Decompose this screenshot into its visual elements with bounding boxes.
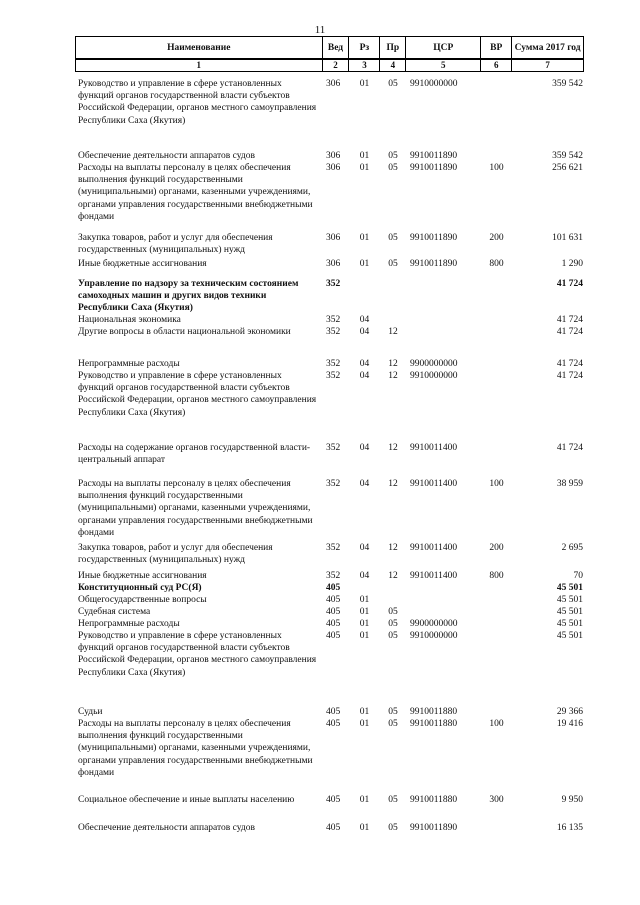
row-ved: 405 xyxy=(326,719,341,729)
table-row xyxy=(75,542,584,566)
table-row xyxy=(75,822,584,834)
row-vr xyxy=(481,78,512,127)
row-rz: 04 xyxy=(359,327,370,337)
row-ved: 352 xyxy=(326,543,341,553)
table-row xyxy=(75,258,584,270)
row-ved: 405 xyxy=(326,619,341,629)
row-csr xyxy=(406,606,481,618)
budget-table xyxy=(75,36,584,833)
row-sum: 41 724 xyxy=(556,327,583,337)
table-row xyxy=(75,162,584,223)
header-rz: Рз xyxy=(349,37,380,59)
row-rz: 01 xyxy=(359,233,370,243)
row-sum: 359 542 xyxy=(552,151,583,161)
row-csr: 9910011400 xyxy=(410,443,458,453)
row-rz: 04 xyxy=(359,443,370,453)
row-rz: 01 xyxy=(359,607,370,617)
row-vr xyxy=(481,442,512,466)
row-pr: 05 xyxy=(388,151,398,161)
header-vr: ВР xyxy=(481,37,512,59)
row-pr: 05 xyxy=(388,79,398,89)
row-pr: 05 xyxy=(388,163,398,173)
row-vr xyxy=(481,630,512,679)
table-row xyxy=(75,232,584,256)
row-rz: 04 xyxy=(359,543,370,553)
row-ved: 306 xyxy=(326,79,341,89)
row-csr xyxy=(406,326,481,338)
row-csr: 9910011890 xyxy=(410,259,458,269)
table-row xyxy=(75,630,584,679)
row-csr: 9910011400 xyxy=(410,479,458,489)
row-sum: 359 542 xyxy=(552,79,583,89)
col-number: 2 xyxy=(323,60,350,72)
row-name: Судьи xyxy=(78,707,103,717)
row-csr: 9910011890 xyxy=(410,823,458,833)
row-rz: 01 xyxy=(359,595,370,605)
row-name: Расходы на выплаты персоналу в целях обеспечения выполнения функций государственными (муниципальными) органами, казенными учреждениями, органами управления государственными внебюджетными фондами xyxy=(78,479,313,538)
row-vr: 800 xyxy=(489,259,504,269)
row-vr xyxy=(481,706,512,718)
row-name: Обеспечение деятельности аппаратов судов xyxy=(78,151,255,161)
row-pr: 12 xyxy=(388,443,398,453)
row-rz: 04 xyxy=(359,371,370,381)
header-pr: Пр xyxy=(380,37,406,59)
row-sum: 41 724 xyxy=(556,359,583,369)
row-name: Конституционный суд РС(Я) xyxy=(78,583,202,593)
row-ved: 352 xyxy=(326,279,341,289)
row-sum: 16 135 xyxy=(556,823,583,833)
row-pr: 12 xyxy=(388,543,398,553)
row-sum: 1 290 xyxy=(561,259,583,269)
row-pr: 05 xyxy=(388,823,398,833)
row-vr xyxy=(481,582,512,594)
row-name: Иные бюджетные ассигнования xyxy=(78,259,207,269)
table-row xyxy=(75,78,584,127)
row-csr xyxy=(406,582,481,594)
row-sum: 38 959 xyxy=(556,479,583,489)
header-sum: Сумма 2017 год xyxy=(512,37,584,59)
row-vr xyxy=(481,606,512,618)
table-row xyxy=(75,618,584,630)
row-csr xyxy=(406,314,481,326)
row-pr: 05 xyxy=(388,795,398,805)
row-vr xyxy=(481,370,512,419)
row-csr: 9910011400 xyxy=(410,543,458,553)
row-sum: 45 501 xyxy=(556,619,583,629)
row-name: Руководство и управление в сфере установленных функций органов государственной власти субъектов Российской Федерации, органов местного самоуправления Республики Саха (Якутия) xyxy=(78,371,317,418)
row-vr: 100 xyxy=(489,163,504,173)
row-ved: 306 xyxy=(326,233,341,243)
column-number-row xyxy=(75,59,584,72)
row-ved: 405 xyxy=(326,795,341,805)
row-name: Руководство и управление в сфере установленных функций органов государственной власти субъектов Российской Федерации, органов местного самоуправления Республики Саха (Якутия) xyxy=(78,79,317,126)
row-rz xyxy=(349,278,380,315)
row-vr xyxy=(481,278,512,315)
col-number: 6 xyxy=(481,60,512,72)
row-sum: 45 501 xyxy=(556,607,583,617)
row-rz xyxy=(349,582,380,594)
row-rz: 01 xyxy=(359,163,370,173)
row-name: Расходы на содержание органов государственной власти- центральный аппарат xyxy=(78,443,311,466)
row-sum: 45 501 xyxy=(556,631,583,641)
row-sum: 41 724 xyxy=(556,315,583,325)
row-csr: 9910011890 xyxy=(410,163,458,173)
row-csr: 9900000000 xyxy=(410,619,458,629)
row-rz: 01 xyxy=(359,707,370,717)
table-row xyxy=(75,442,584,466)
row-pr: 05 xyxy=(388,607,398,617)
row-sum: 41 724 xyxy=(556,279,583,289)
row-csr: 9910000000 xyxy=(410,631,458,641)
table-row xyxy=(75,606,584,618)
row-name: Судебная система xyxy=(78,607,151,617)
row-sum: 9 950 xyxy=(561,795,583,805)
row-ved: 352 xyxy=(326,479,341,489)
row-csr: 9910000000 xyxy=(410,79,458,89)
row-csr: 9900000000 xyxy=(410,359,458,369)
row-vr: 200 xyxy=(489,233,504,243)
row-sum: 19 416 xyxy=(556,719,583,729)
row-ved: 352 xyxy=(326,371,341,381)
page-number: 11 xyxy=(314,24,326,36)
row-sum: 41 724 xyxy=(556,443,583,453)
row-ved: 405 xyxy=(326,583,341,593)
row-vr xyxy=(481,618,512,630)
row-rz: 01 xyxy=(359,631,370,641)
row-csr: 9910011880 xyxy=(410,719,458,729)
row-name: Социальное обеспечение и иные выплаты населению xyxy=(78,795,295,805)
row-vr xyxy=(481,822,512,834)
row-name: Руководство и управление в сфере установленных функций органов государственной власти субъектов Российской Федерации, органов местного самоуправления Республики Саха (Якутия) xyxy=(78,631,317,678)
row-vr: 200 xyxy=(489,543,504,553)
table-row xyxy=(75,326,584,338)
row-name: Другие вопросы в области национальной экономики xyxy=(78,327,291,337)
row-name: Закупка товаров, работ и услуг для обеспечения государственных (муниципальных) нужд xyxy=(78,543,273,566)
row-pr xyxy=(380,594,406,606)
table-row xyxy=(75,358,584,370)
row-ved: 306 xyxy=(326,163,341,173)
row-name: Закупка товаров, работ и услуг для обеспечения государственных (муниципальных) нужд xyxy=(78,233,273,256)
row-rz: 01 xyxy=(359,795,370,805)
row-rz: 01 xyxy=(359,823,370,833)
row-vr xyxy=(481,326,512,338)
row-rz: 01 xyxy=(359,259,370,269)
row-vr: 300 xyxy=(489,795,504,805)
table-row xyxy=(75,706,584,718)
row-name: Иные бюджетные ассигнования xyxy=(78,571,207,581)
col-number: 4 xyxy=(380,60,406,72)
table-row xyxy=(75,570,584,582)
row-sum: 41 724 xyxy=(556,371,583,381)
row-ved: 405 xyxy=(326,707,341,717)
row-csr: 9910011400 xyxy=(410,571,458,581)
table-row xyxy=(75,794,584,806)
row-rz: 01 xyxy=(359,151,370,161)
header-csr: ЦСР xyxy=(406,37,481,59)
row-csr: 9910011890 xyxy=(410,151,458,161)
row-ved: 352 xyxy=(326,443,341,453)
row-ved: 405 xyxy=(326,631,341,641)
row-pr: 05 xyxy=(388,631,398,641)
header-name: Наименование xyxy=(76,37,323,59)
row-ved: 352 xyxy=(326,327,341,337)
row-name: Непрограммные расходы xyxy=(78,619,180,629)
row-pr: 12 xyxy=(388,479,398,489)
row-vr: 800 xyxy=(489,571,504,581)
row-csr xyxy=(406,278,481,315)
col-number: 5 xyxy=(406,60,481,72)
col-number: 1 xyxy=(76,60,323,72)
row-csr: 9910011880 xyxy=(410,795,458,805)
row-csr: 9910000000 xyxy=(410,371,458,381)
row-pr: 05 xyxy=(388,719,398,729)
row-pr: 05 xyxy=(388,707,398,717)
table-row xyxy=(75,594,584,606)
row-vr xyxy=(481,150,512,162)
table-row xyxy=(75,370,584,419)
row-pr xyxy=(380,582,406,594)
row-sum: 70 xyxy=(573,571,583,581)
row-csr: 9910011880 xyxy=(410,707,458,717)
row-pr: 12 xyxy=(388,571,398,581)
row-sum: 29 366 xyxy=(556,707,583,717)
row-name: Общегосударственные вопросы xyxy=(78,595,207,605)
table-header xyxy=(75,36,584,59)
col-number: 7 xyxy=(512,60,584,72)
row-vr: 100 xyxy=(489,719,504,729)
row-ved: 352 xyxy=(326,359,341,369)
row-ved: 405 xyxy=(326,823,341,833)
row-csr: 9910011890 xyxy=(410,233,458,243)
row-pr: 12 xyxy=(388,359,398,369)
row-rz: 01 xyxy=(359,719,370,729)
row-vr xyxy=(481,594,512,606)
row-ved: 352 xyxy=(326,571,341,581)
row-ved: 306 xyxy=(326,259,341,269)
row-rz: 01 xyxy=(359,619,370,629)
row-vr xyxy=(481,358,512,370)
row-csr xyxy=(406,594,481,606)
row-pr: 05 xyxy=(388,259,398,269)
table-row xyxy=(75,150,584,162)
row-ved: 405 xyxy=(326,595,341,605)
row-vr: 100 xyxy=(489,479,504,489)
row-pr xyxy=(380,314,406,326)
row-name: Расходы на выплаты персоналу в целях обеспечения выполнения функций государственными (муниципальными) органами, казенными учреждениями, органами управления государственными внебюджетными фондами xyxy=(78,163,313,222)
row-sum: 45 501 xyxy=(556,595,583,605)
row-rz: 01 xyxy=(359,79,370,89)
row-pr: 05 xyxy=(388,233,398,243)
col-number: 3 xyxy=(349,60,380,72)
table-row xyxy=(75,314,584,326)
header-ved: Вед xyxy=(323,37,350,59)
row-sum: 256 621 xyxy=(552,163,583,173)
row-sum: 2 695 xyxy=(561,543,583,553)
row-rz: 04 xyxy=(359,571,370,581)
row-rz: 04 xyxy=(359,315,370,325)
row-vr xyxy=(481,314,512,326)
row-sum: 101 631 xyxy=(552,233,583,243)
row-rz: 04 xyxy=(359,479,370,489)
table-row xyxy=(75,718,584,779)
table-row xyxy=(75,582,584,594)
row-ved: 352 xyxy=(326,315,341,325)
row-ved: 405 xyxy=(326,607,341,617)
row-name: Управление по надзору за техническим состоянием самоходных машин и других видов техники Республики Саха (Якутия) xyxy=(78,279,299,314)
row-ved: 306 xyxy=(326,151,341,161)
row-sum: 45 501 xyxy=(556,583,583,593)
table-row xyxy=(75,278,584,315)
table-row xyxy=(75,478,584,539)
row-pr xyxy=(380,278,406,315)
row-name: Расходы на выплаты персоналу в целях обеспечения выполнения функций государственными (муниципальными) органами, казенными учреждениями, органами управления государственными внебюджетными фондами xyxy=(78,719,313,778)
row-pr: 12 xyxy=(388,371,398,381)
row-name: Обеспечение деятельности аппаратов судов xyxy=(78,823,255,833)
row-pr: 12 xyxy=(388,327,398,337)
row-name: Национальная экономика xyxy=(78,315,181,325)
row-name: Непрограммные расходы xyxy=(78,359,180,369)
row-rz: 04 xyxy=(359,359,370,369)
row-pr: 05 xyxy=(388,619,398,629)
